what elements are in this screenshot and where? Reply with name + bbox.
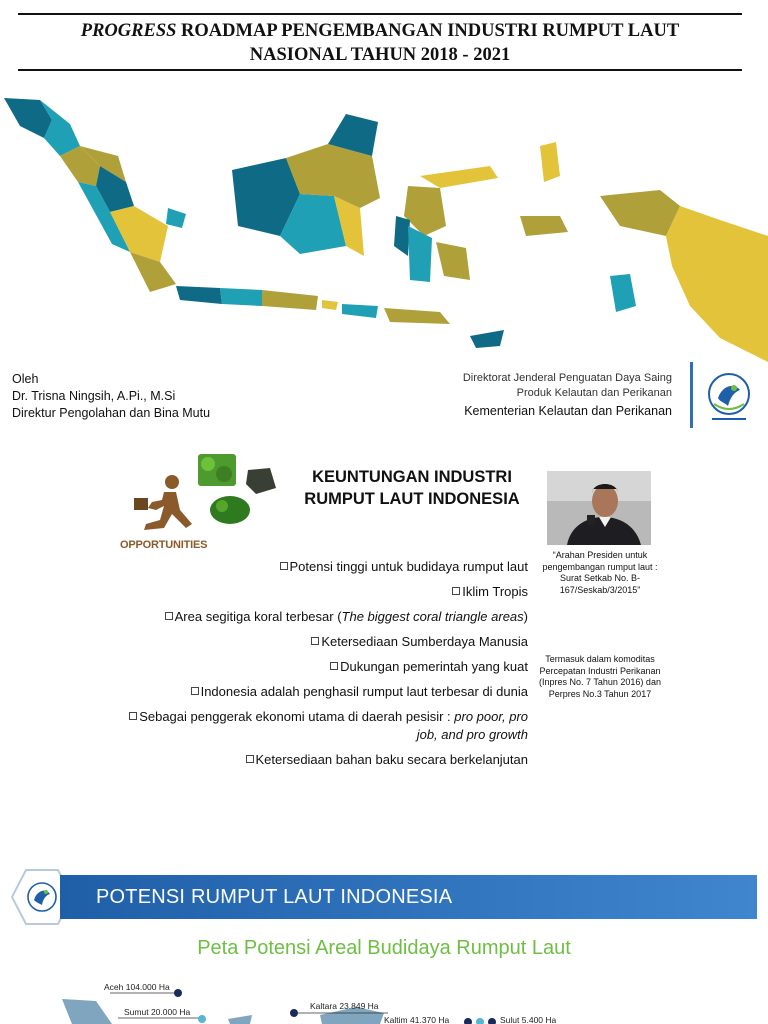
checkbox-bullet-icon [330,662,338,670]
map-region-jateng [220,288,262,306]
department-block [463,371,672,419]
checkbox-bullet-icon [246,755,254,763]
map-region-bali [322,300,338,310]
advantages-title-line2: RUMPUT LAUT INDONESIA [304,490,520,508]
president-photo [547,471,651,545]
department-line2: Produk Kelautan dan Perikanan [516,387,672,399]
president-caption: “Arahan Presiden untuk pengembangan rumput laut : Surat Setkab No. B-167/Seskab/3/2015” [542,550,658,595]
author-block [12,371,210,422]
potential-banner: POTENSI RUMPUT LAUT INDONESIA [60,875,757,919]
commodity-caption: Termasuk dalam komoditas Percepatan Industri Perikanan (Inpres No. 7 Tahun 2016) dan Perpres No.3 Tahun 2017 [539,654,661,699]
list-item: Sebagai penggerak ekonomi utama di daerah pesisir : pro poor, pro job, and pro growth [120,708,528,744]
map-region-sulbar [394,216,410,256]
potential-map-subtitle: Peta Potensi Areal Budidaya Rumput Laut [197,937,571,959]
list-item: Ketersediaan bahan baku secara berkelanjutan [120,751,528,769]
map-region-ntb [342,304,378,318]
ministry-logo-icon [700,370,758,422]
checkbox-bullet-icon [311,637,319,645]
map-region-maluku [520,216,568,236]
checkbox-bullet-icon [165,612,173,620]
checkbox-bullet-icon [191,687,199,695]
map-region-ntt [384,308,450,324]
list-item: Indonesia adalah penghasil rumput laut terbesar di dunia [120,683,528,701]
department-line1: Direktorat Jenderal Penguatan Daya Saing [462,372,672,384]
roadmap-title [18,13,742,71]
checkbox-bullet-icon [129,712,137,720]
author-prefix: Oleh [12,372,39,386]
list-item: Area segitiga koral terbesar (The biggest coral triangle areas) [120,608,528,626]
map-region-babel [166,208,186,228]
divider-bar [690,362,693,428]
region-label-sumut: Sumut 20.000 Ha [124,1007,191,1017]
author-position: Direktur Pengolahan dan Bina Mutu [12,406,211,420]
president-photo-image [547,471,651,545]
map-region-sulut [420,166,498,188]
indonesia-map [0,86,768,376]
map-region-sultra [436,242,470,280]
region-label-kaltim: Kaltim 41.370 Ha [384,1015,450,1024]
list-item: Ketersediaan Sumberdaya Manusia [120,633,528,651]
title-line2: NASIONAL TAHUN 2018 - 2021 [249,45,511,65]
title-italic-word: PROGRESS [80,21,177,41]
checkbox-bullet-icon [280,562,288,570]
region-label-sulut: Sulut 5.400 Ha [500,1015,557,1024]
list-item: Iklim Tropis [120,583,528,601]
opportunities-label: OPPORTUNITIES [120,539,208,551]
author-name: Dr. Trisna Ningsih, A.Pi., M.Si [12,389,176,403]
potential-map [0,975,768,1024]
advantages-list [120,558,528,769]
ministry-name: Kementerian Kelautan dan Perikanan [464,404,672,418]
advantages-title [292,466,532,510]
checkbox-bullet-icon [452,587,460,595]
map-region-malut [540,142,560,182]
seaweed-images-icon [198,454,276,524]
map-region-papua-barat [600,190,680,236]
map-region-jabar [176,286,222,304]
region-label-aceh: Aceh 104.000 Ha [104,982,170,992]
map-region-jatim [262,290,318,310]
list-item: Potensi tinggi untuk budidaya rumput laut [120,558,528,576]
map-region-papua [666,206,768,362]
region-label-kaltara: Kaltara 23.849 Ha [310,1001,379,1011]
title-line1: ROADMAP PENGEMBANGAN INDUSTRI RUMPUT LAUT [181,21,680,41]
map-region-timor [470,330,504,348]
running-person-icon [134,475,192,530]
map-region-sulsel [408,226,432,282]
advantages-title-line1: KEUNTUNGAN INDUSTRI [312,468,512,486]
list-item: Dukungan pemerintah yang kuat [120,658,528,676]
map-region-maluku-islands [610,274,636,312]
